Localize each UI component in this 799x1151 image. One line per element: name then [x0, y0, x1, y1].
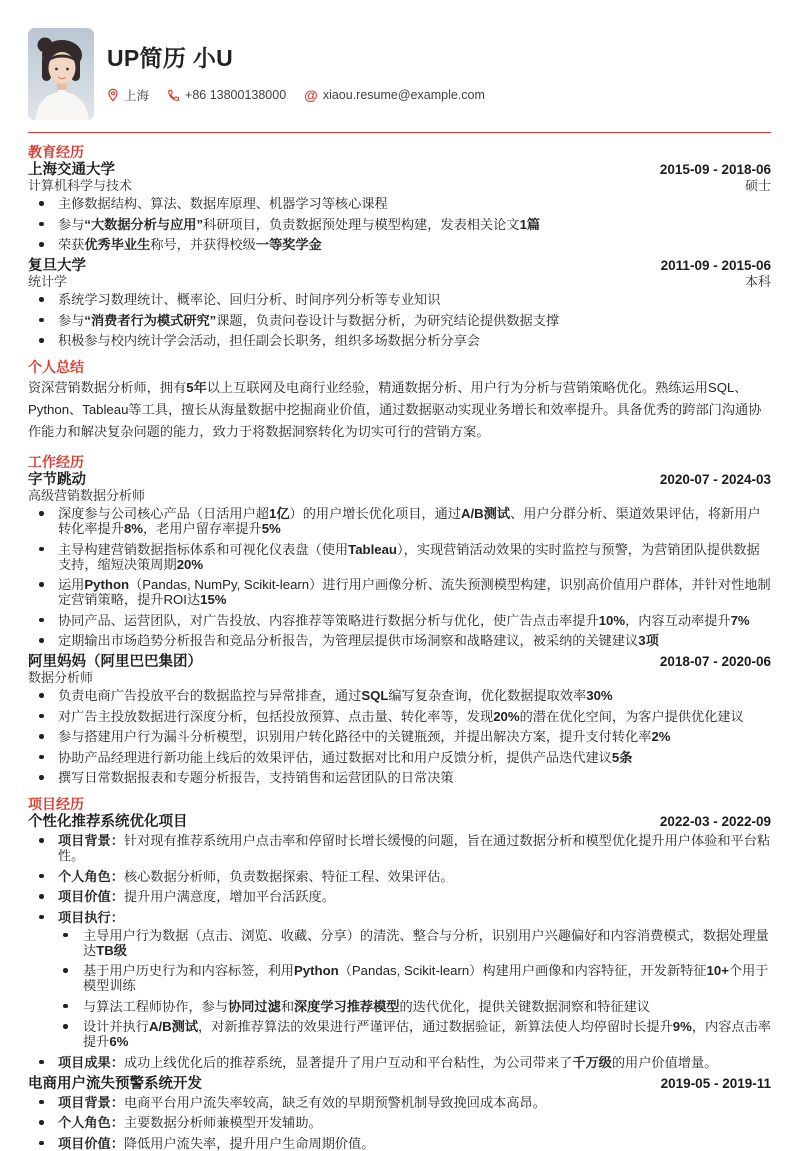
bold-text: 个人角色： — [58, 1115, 124, 1130]
text: 设计并执行 — [83, 1019, 149, 1034]
entry-degree: 硕士 — [744, 178, 771, 193]
text: 编写复杂查询，优化数据提取效率 — [388, 688, 587, 703]
text: 电商平台用户流失率较高，缺乏有效的早期预警机制导致挽回成本高昂。 — [123, 1094, 546, 1110]
text: 提升用户满意度，增加平台活跃度。 — [123, 889, 335, 904]
bold-text: 15% — [200, 592, 227, 607]
entry-subheader-row — [28, 670, 771, 685]
bold-text: 项目执行： — [58, 909, 124, 925]
entry-header-row — [28, 258, 771, 274]
entry — [28, 472, 771, 648]
resume-body — [28, 145, 771, 1151]
section-title: 工作经历 — [28, 454, 84, 470]
text: ，内容互动率提升 — [625, 612, 731, 628]
portrait-image — [28, 28, 94, 120]
bold-text: 3项 — [638, 633, 659, 648]
entry-header-row — [28, 814, 771, 830]
entry-name: 上海交通大学 — [28, 162, 115, 178]
entry-date: 2011-09 - 2015-06 — [660, 258, 771, 273]
bold-text: A/B测试 — [460, 506, 511, 521]
section-education — [28, 145, 771, 348]
bold-text: Tableau — [348, 541, 397, 557]
bullet-item — [28, 577, 771, 607]
bullet-item — [28, 833, 771, 863]
text: 参与 — [58, 312, 85, 328]
bullet-item — [28, 750, 771, 765]
bullet-item — [28, 313, 771, 328]
bullet-item — [28, 292, 771, 307]
bullet-list — [28, 292, 771, 348]
section-summary — [28, 360, 771, 443]
bold-text: Python — [294, 963, 339, 978]
sub-bullet-list — [58, 928, 771, 1050]
bullet-item — [28, 1136, 771, 1151]
entry-header-row — [28, 472, 771, 488]
text: 主要数据分析师兼模型开发辅助。 — [123, 1115, 322, 1130]
bold-text: 5% — [261, 521, 281, 536]
at-icon: @ — [304, 87, 318, 103]
text: 荣获 — [58, 237, 85, 252]
bold-text: 千万级 — [572, 1054, 612, 1070]
entry-header-row — [28, 162, 771, 178]
location-icon — [107, 88, 119, 102]
header-text — [107, 28, 485, 120]
text: 对广告主投放数据进行深度分析，包括投放预算、点击量、转化率等，发现 — [58, 708, 494, 724]
phone-text: +86 13800138000 — [185, 88, 287, 102]
text: 的用户价值增量。 — [611, 1054, 718, 1070]
text: 深度参与公司核心产品（日活用户超 — [58, 506, 269, 521]
bullet-item — [28, 633, 771, 648]
bullet-list — [28, 833, 771, 1070]
bullet-item — [28, 196, 771, 211]
bold-text: 1篇 — [519, 216, 541, 232]
text: 称号，并获得校级 — [150, 237, 256, 252]
text: 协助产品经理进行新功能上线后的效果评估，通过数据对比和用户反馈分析，提供产品迭代建议 — [58, 749, 612, 765]
bold-text: 9% — [672, 1019, 692, 1034]
bold-text: Python — [84, 577, 130, 592]
bold-text: 协同过滤 — [228, 998, 281, 1014]
bold-text: 优秀毕业生 — [84, 237, 151, 252]
bold-text: 项目成果： — [58, 1054, 124, 1070]
bold-text: “大数据分析与应用” — [84, 216, 204, 232]
entry-date: 2018-07 - 2020-06 — [659, 654, 771, 669]
bullet-item — [28, 709, 771, 724]
section-work — [28, 455, 771, 785]
profile-photo — [28, 28, 94, 120]
bold-text: 项目价值： — [58, 889, 124, 904]
text: 运用 — [58, 577, 85, 592]
bullet-item — [28, 506, 771, 536]
bullet-item — [28, 688, 771, 703]
contact-phone — [167, 88, 286, 102]
bullet-item — [28, 217, 771, 232]
text: 主导用户行为数据（点击、浏览、收藏、分享）的清洗、整合与分析，识别用户兴趣偏好和内容消费模式，数据处理量达 — [83, 927, 769, 958]
entry-subtitle: 计算机科学与技术 — [28, 178, 133, 193]
entry-date: 2015-09 - 2018-06 — [659, 162, 771, 177]
text: 参与 — [58, 216, 85, 232]
text: 撰写日常数据报表和专题分析报告，支持销售和运营团队的日常决策 — [58, 770, 454, 785]
entry-header-row — [28, 1076, 771, 1092]
entry-name: 电商用户流失预警系统开发 — [28, 1075, 202, 1092]
text: 课题，负责问卷设计与数据分析，为研究结论提供数据支撑 — [216, 312, 560, 328]
bold-text: 6% — [109, 1034, 129, 1049]
sub-bullet-item — [58, 999, 771, 1014]
text: 定期输出市场趋势分析报告和竞品分析报告，为管理层提供市场洞察和战略建议，被采纳的关键建议 — [58, 633, 639, 648]
bullet-item — [28, 542, 771, 572]
text: 与算法工程师协作，参与 — [83, 998, 229, 1014]
text: 的潜在优化空间，为客户提供优化建议 — [519, 708, 744, 724]
entry — [28, 1076, 771, 1151]
bold-text: SQL — [361, 688, 389, 703]
bullet-item — [28, 1055, 771, 1070]
email-text: xiaou.resume@example.com — [322, 88, 485, 102]
entry-header-row — [28, 654, 771, 670]
entry-name: 阿里妈妈（阿里巴巴集团） — [28, 654, 202, 670]
bold-text: 1亿 — [269, 506, 290, 521]
bold-text: TB级 — [96, 942, 127, 958]
entry-date: 2020-07 - 2024-03 — [659, 472, 771, 487]
entry-subtitle: 数据分析师 — [28, 670, 94, 685]
bold-text: A/B测试 — [148, 1019, 199, 1034]
bold-text: 项目背景： — [58, 833, 124, 848]
entry-degree: 本科 — [744, 274, 771, 289]
text: 科研项目，负责数据预处理与模型构建，发表相关论文 — [203, 216, 520, 232]
bold-text: 20% — [493, 708, 520, 724]
bullet-item — [28, 889, 771, 904]
text: 以上互联网及电商行业经验，精通数据分析、用户行为分析与营销策略优化。熟练运用SQL、Python、Tableau等工具，擅长从海量数据中挖掘商业价值，通过数据驱动实现业务增长和效率提升。具备优秀的跨部门沟通协作能力和解决复杂问题的能力，致力于将数据洞察转化为切实可行的营销方案。 — [28, 380, 762, 439]
contact-row — [107, 86, 485, 104]
bold-text: 2% — [651, 729, 671, 744]
bullet-item — [28, 910, 771, 1050]
entry-subheader-row — [28, 274, 771, 289]
entry — [28, 162, 771, 252]
candidate-name: UP简历 小U — [107, 45, 234, 71]
bold-text: 10+ — [706, 963, 729, 978]
text: 个用于模型训练 — [83, 963, 769, 993]
text: 核心数据分析师，负责数据探索、特征工程、效果评估。 — [123, 868, 454, 884]
entry-subheader-row — [28, 488, 771, 503]
bullet-item — [28, 613, 771, 628]
sub-bullet-item — [58, 928, 771, 958]
text: 资深营销数据分析师，拥有 — [28, 380, 187, 395]
bold-text: 一等奖学金 — [255, 237, 322, 252]
text: ）的用户增长优化项目，通过 — [289, 506, 461, 521]
text: 参与搭建用户行为漏斗分析模型，识别用户转化路径中的关键瓶颈，并提出解决方案，提升支付转化率 — [58, 729, 652, 744]
section-projects — [28, 797, 771, 1151]
entry — [28, 654, 771, 785]
text: 负责电商广告投放平台的数据监控与异常排查，通过 — [58, 688, 362, 703]
entry-name: 字节跳动 — [28, 472, 86, 488]
bold-text: 10% — [598, 612, 626, 628]
entry-date: 2022-03 - 2022-09 — [659, 814, 771, 829]
text: 、用户分群分析、渠道效果评估，将新用户转化率提升 — [58, 506, 761, 536]
bold-text: 项目背景： — [58, 1094, 124, 1110]
entry — [28, 814, 771, 1070]
bullet-item — [28, 869, 771, 884]
bullet-list — [28, 1095, 771, 1151]
text: 积极参与校内统计学会活动，担任副会长职务，组织多场数据分析分享会 — [58, 333, 480, 348]
section-title: 个人总结 — [28, 359, 84, 375]
bullet-item — [28, 1095, 771, 1110]
entry — [28, 258, 771, 348]
bold-text: 深度学习推荐模型 — [294, 998, 400, 1014]
entry-subheader-row — [28, 178, 771, 193]
bold-text: 7% — [730, 612, 750, 628]
entry-name: 个性化推荐系统优化项目 — [28, 814, 188, 830]
text: 协同产品、运营团队，对广告投放、内容推荐等策略进行数据分析与优化，使广告点击率提升 — [58, 612, 599, 628]
text: ），实现营销活动效果的实时监控与预警，为营销团队提供数据支持，缩短决策周期 — [58, 541, 760, 572]
text: 主导构建营销数据指标体系和可视化仪表盘（使用 — [58, 541, 349, 557]
summary-paragraph — [28, 377, 771, 443]
bullet-item — [28, 770, 771, 785]
text: （Pandas, Scikit-learn）构建用户画像和内容特征，开发新特征 — [338, 963, 707, 978]
text: 和 — [280, 998, 294, 1014]
contact-email — [304, 88, 485, 102]
sub-bullet-item — [58, 1019, 771, 1049]
location-text: 上海 — [124, 89, 150, 103]
entry-name: 复旦大学 — [28, 258, 86, 274]
entry-date: 2019-05 - 2019-11 — [660, 1075, 771, 1091]
bold-text: 20% — [176, 556, 204, 572]
bullet-list — [28, 196, 771, 252]
entry-subtitle: 高级营销数据分析师 — [28, 488, 146, 503]
text: （Pandas, NumPy, Scikit-learn）进行用户画像分析、流失预测模型构建，识别高价值用户群体，并针对性地制定营销策略，提升ROI达 — [58, 577, 771, 607]
bold-text: 8% — [123, 521, 143, 536]
text: 的迭代优化，提供关键数据洞察和特征建议 — [399, 998, 651, 1014]
bold-text: 30% — [586, 688, 613, 703]
entry-subtitle: 统计学 — [28, 274, 68, 289]
bullet-list — [28, 688, 771, 785]
text: ，老用户留存率提升 — [143, 521, 262, 536]
text: 降低用户流失率，提升用户生命周期价值。 — [123, 1135, 375, 1151]
text: 主修数据结构、算法、数据库原理、机器学习等核心课程 — [58, 196, 388, 211]
bullet-item — [28, 1115, 771, 1130]
bold-text: 5条 — [611, 749, 633, 765]
bold-text: 项目价值： — [58, 1135, 124, 1151]
bullet-list — [28, 506, 771, 648]
sub-bullet-item — [58, 963, 771, 993]
text: ，内容点击率提升 — [83, 1019, 771, 1049]
text: 基于用户历史行为和内容标签，利用 — [83, 963, 294, 978]
bold-text: 5年 — [186, 380, 207, 395]
phone-icon — [167, 89, 180, 102]
section-title: 项目经历 — [28, 796, 84, 812]
contact-location — [107, 86, 149, 104]
resume-header — [28, 28, 771, 120]
text: ，对新推荐算法的效果进行严谨评估，通过数据验证，新算法使人均停留时长提升 — [198, 1019, 673, 1034]
bold-text: “消费者行为模式研究” — [84, 312, 217, 328]
bold-text: 个人角色： — [58, 868, 124, 884]
bullet-item — [28, 729, 771, 744]
text: 系统学习数理统计、概率论、回归分析、时间序列分析等专业知识 — [58, 292, 441, 307]
text: 成功上线优化后的推荐系统，显著提升了用户互动和平台粘性，为公司带来了 — [123, 1054, 573, 1070]
bullet-item — [28, 333, 771, 348]
bullet-item — [28, 237, 771, 252]
text: 针对现有推荐系统用户点击率和停留时长增长缓慢的问题，旨在通过数据分析和模型优化提升用户体验和平台粘性。 — [58, 833, 771, 863]
header-divider — [28, 132, 771, 133]
section-title: 教育经历 — [28, 144, 84, 160]
